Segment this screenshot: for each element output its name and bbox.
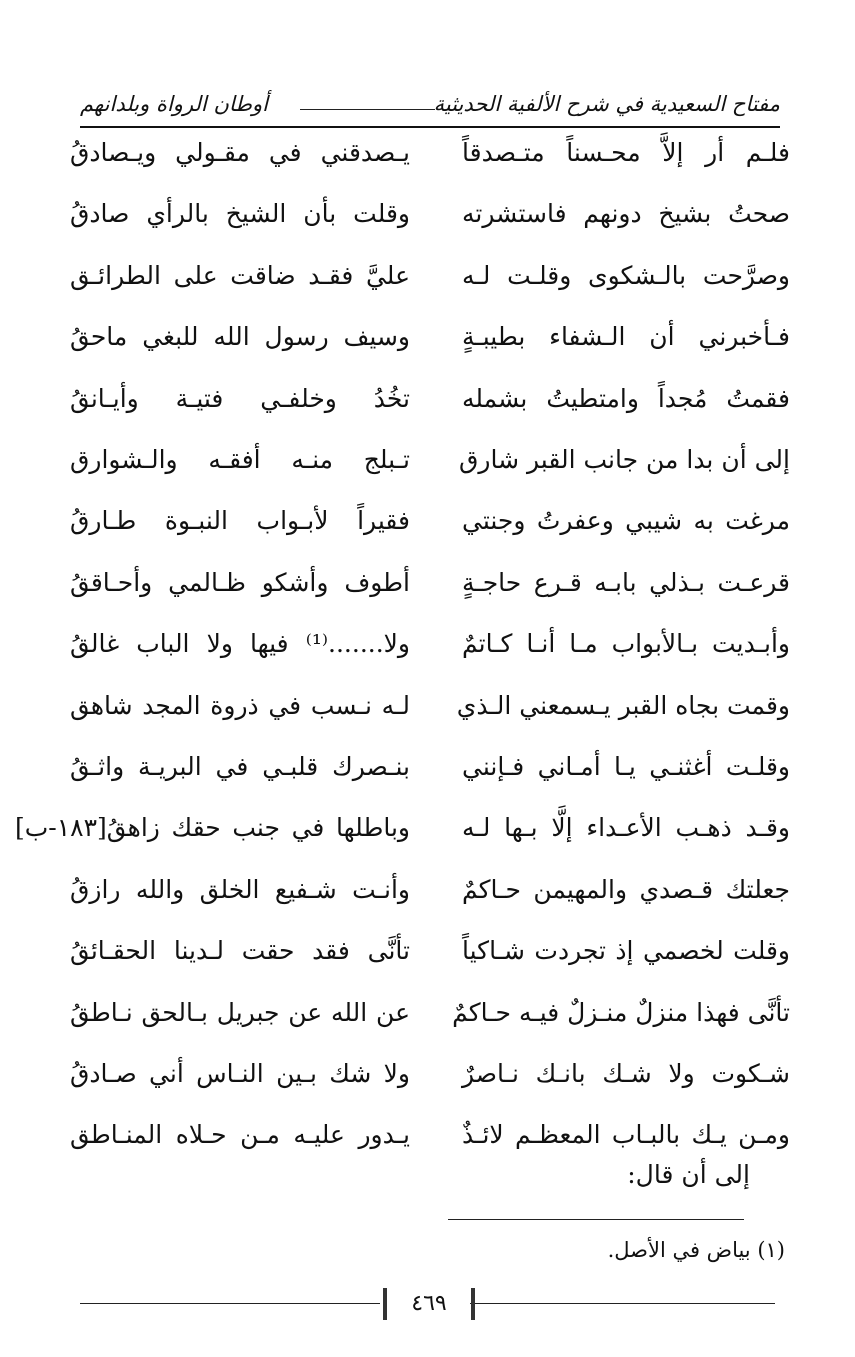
second-hemistich: عن الله عن جبريل بـالحق نـاطقُ [70,997,410,1027]
first-hemistich: فلـم أر إلاَّ محـسناً متـصدقاً [462,138,790,167]
second-hemistich: أطوف وأشكو ظـالمي وأحـاققُ [70,567,410,597]
second-hemistich: وأنـت شـفيع الخلق والله رازقُ [70,874,410,904]
verse-3 [0,261,855,311]
second-hemistich: عليَّ فقـد ضاقت على الطرائـق [70,260,410,290]
first-hemistich: وأبـديت بـالأبواب مـا أنـا كـاتمٌ [462,629,790,659]
verse-8 [0,568,855,618]
second-hemistich: بنـصرك قلبـي في البريـة واثـقُ [70,752,410,781]
first-hemistich: مرغت به شيبي وعفرتُ وجنتي [462,506,790,536]
second-hemistich: ولا شك بـين النـاس أني صـادقُ [70,1059,410,1088]
verse-15 [0,998,855,1048]
chapter-title: أوطان الرواة وبلدانهم [80,92,268,116]
first-hemistich: صحتُ بشيخ دونهم فاستشرته [462,199,790,229]
first-hemistich: شـكوت ولا شـك بانـك نـاصرٌ [462,1059,790,1088]
second-hemistich: وقلت بأن الشيخ بالرأي صادقُ [70,199,410,229]
header-rule [80,126,780,128]
verse-4 [0,322,855,372]
footnote-separator [448,1219,744,1220]
second-hemistich: ولا.......⁽¹⁾ فيها ولا الباب غالقُ [70,629,410,659]
first-hemistich: وصرَّحت بالـشكوى وقلـت لـه [462,260,790,290]
second-hemistich: يـدور عليـه مـن حـلاه المنـاطق [70,1120,410,1150]
running-header [80,92,780,130]
second-hemistich: لـه نـسب في ذروة المجد شاهق [70,690,410,720]
footer-rule-left [80,1303,380,1304]
first-hemistich: وقلت لخصمي إذ تجردت شـاكياً [462,936,790,966]
first-hemistich: وقمت بجاه القبر يـسمعني الـذي [456,690,790,720]
verse-11 [0,752,855,802]
first-hemistich: إلى أن بدا من جانب القبر شارق [459,445,790,474]
verse-9 [0,629,855,679]
verse-7 [0,506,855,556]
verse-6 [0,445,855,495]
page-number: ٤٦٩ [383,1288,475,1320]
closing-line: إلى أن قال: [627,1160,750,1189]
verse-14 [0,936,855,986]
verse-16 [0,1059,855,1109]
first-hemistich: فقمتُ مُجداً وامتطيتُ بشمله [462,383,790,413]
footer-rule-right [470,1303,775,1304]
second-hemistich: وباطلها في جنب حقك زاهقُ[١٨٣-ب] [15,813,410,843]
verse-2 [0,199,855,249]
verse-13 [0,875,855,925]
first-hemistich: ومـن يـك بالبـاب المعظـم لائـذٌ [462,1120,790,1150]
first-hemistich: وقـد ذهـب الأعـداء إلَّا بـها لـه [462,813,790,843]
second-hemistich: تـبلج منـه أفقـه والـشوارق [70,445,410,474]
second-hemistich: تخُدُ وخلفـي فتيـة وأيـانقُ [70,383,410,413]
second-hemistich: فقيراً لأبـواب النبـوة طـارقُ [70,506,410,536]
second-hemistich: تأنَّى فقد حقت لـدينا الحقـائقُ [70,936,410,966]
first-hemistich: فـأخبرني أن الـشفاء بطيبـةٍ [462,322,790,352]
first-hemistich: قرعـت بـذلي بابـه قـرع حاجـةٍ [462,567,790,597]
book-title: مفتاح السعيدية في شرح الألفية الحديثية [433,92,780,116]
first-hemistich: وقلـت أغثنـي يـا أمـاني فـإنني [462,752,790,781]
verse-5 [0,384,855,434]
verse-1 [0,138,855,188]
header-dash [300,109,435,110]
footnote: (١) بياض في الأصل. [607,1238,785,1262]
first-hemistich: تأنَّى فهذا منزلٌ منـزلٌ فيـه حـاكمٌ [452,997,790,1027]
second-hemistich: يـصدقني في مقـولي ويـصادقُ [70,138,410,167]
first-hemistich: جعلتك قـصدي والمهيمن حـاكمٌ [462,874,790,904]
verse-12 [0,813,855,863]
verse-10 [0,691,855,741]
second-hemistich: وسيف رسول الله للبغي ماحقُ [70,322,410,352]
